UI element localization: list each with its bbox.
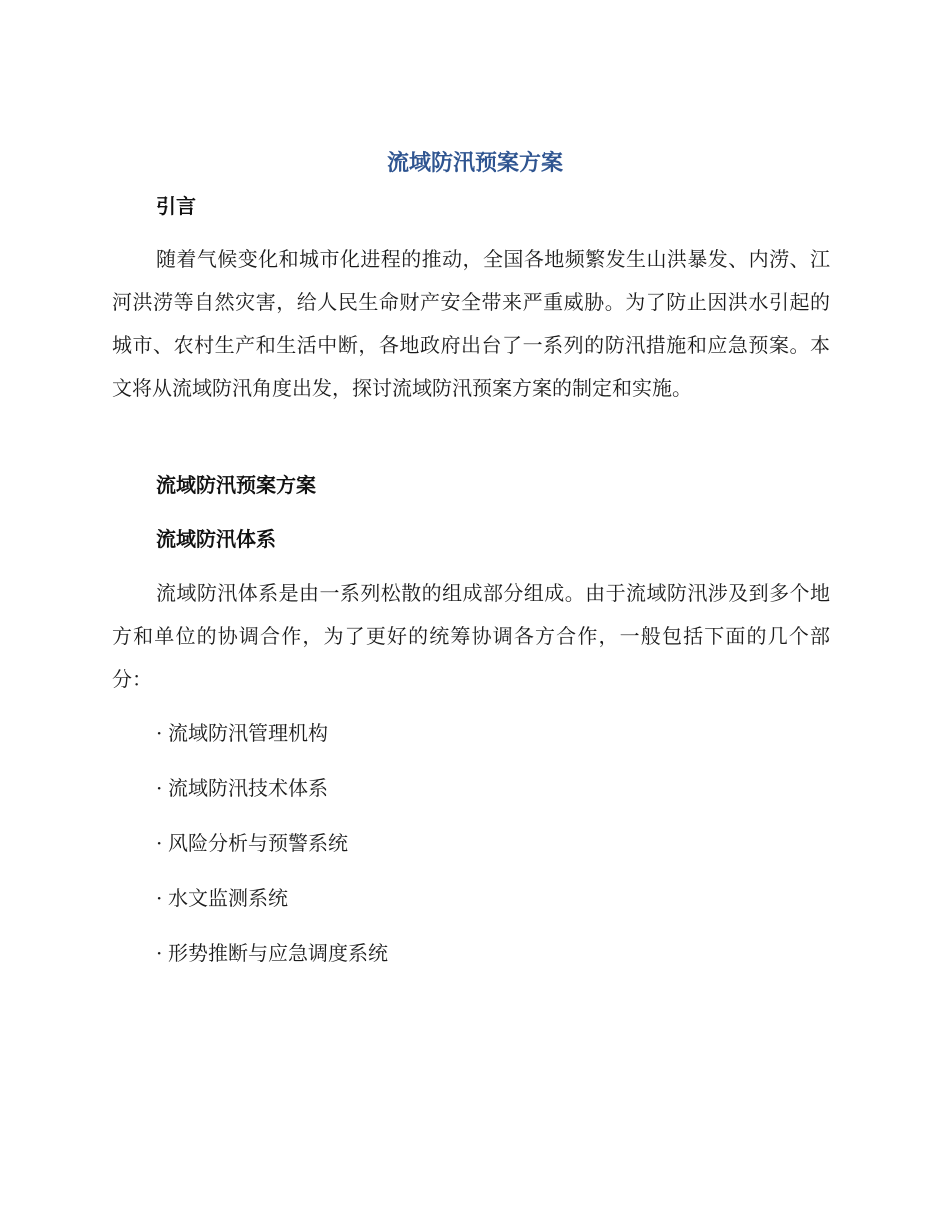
list-item [156, 883, 288, 913]
plan-heading: 流域防汛预案方案 [156, 473, 316, 497]
list-item-text: 水文监测系统 [168, 886, 288, 910]
list-item-text: 形势推断与应急调度系统 [168, 941, 388, 965]
list-item-text: 风险分析与预警系统 [168, 831, 348, 855]
list-item [156, 718, 328, 748]
list-item [156, 938, 388, 968]
list-item-text: 流域防汛管理机构 [168, 721, 328, 745]
list-item [156, 828, 348, 858]
bullet-marker: · [156, 721, 163, 745]
system-heading: 流域防汛体系 [156, 527, 276, 551]
intro-paragraph: 随着气候变化和城市化进程的推动，全国各地频繁发生山洪暴发、内涝、江河洪涝等自然灾害，给人民生命财产安全带来严重威胁。为了防止因洪水引起的城市、农村生产和生活中断，各地政府出台了一系列的防汛措施和应急预案。本文将从流域防汛角度出发，探讨流域防汛预案方案的制定和实施。 [112, 247, 830, 400]
bullet-marker: · [156, 886, 163, 910]
list-item-text: 流域防汛技术体系 [168, 776, 328, 800]
list-item [156, 773, 328, 803]
bullet-marker: · [156, 831, 163, 855]
intro-heading: 引言 [156, 194, 196, 218]
document-title: 流域防汛预案方案 [386, 151, 563, 176]
system-paragraph: 流域防汛体系是由一系列松散的组成部分组成。由于流域防汛涉及到多个地方和单位的协调合作，为了更好的统筹协调各方合作，一般包括下面的几个部分： [112, 581, 830, 691]
bullet-marker: · [156, 776, 163, 800]
bullet-marker: · [156, 941, 163, 965]
